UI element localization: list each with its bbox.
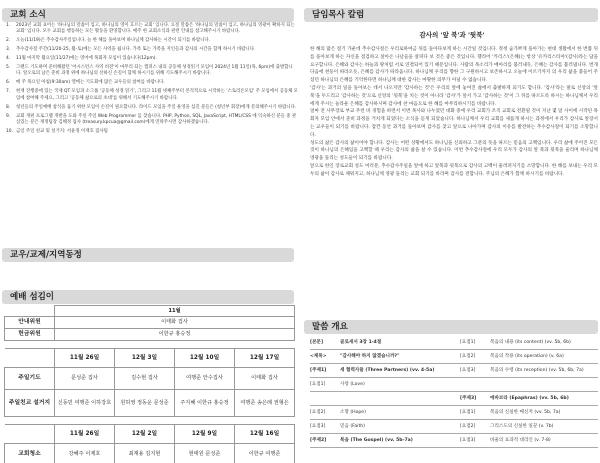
outline-divider (310, 349, 598, 350)
announce-value: 이태화 집사 (55, 317, 295, 329)
news-text: 금일 주일 친교 및 설거지: 서윤정 이재호 집사팀 (16, 128, 108, 134)
news-item (6, 89, 298, 101)
news-text: 청년들의 주일예배 참석을 돕기 위한 모임이 손길이 필요합니다. 라이드 모임을 주일 운영을 섬길 분들은 (청년부 회장)에게 문의해주시기 바랍니다. (16, 104, 297, 110)
news-item (6, 38, 298, 44)
outline-divider (310, 419, 598, 420)
news-number: 6. (6, 80, 11, 86)
outline-b: 복음 (The Gospel) (vv. 5b-7a) (340, 438, 413, 443)
news-text: 교회 개편 프로그램 개발을 도와 주실 주일 Web Programmer 를 찾습니다. PHP, Python, SQL, JavaScript, HTML/CSS 에 익숙하신 분들 중 관심있는 분은 재정팀장 김해정 집사 (treasury.kpcua@gmail.com)에게 연락주시면 감사하겠습니다. (16, 113, 297, 125)
fellowship-cell: 신동민 여행준 이하강호 (55, 390, 115, 417)
sermon-paragraph: '감사'는 과거의 일을 돌아보는 데서 나오지만 '감사하는 것'은 우리의 앞에 놓여진 삶에서 출발하게 되기도 합니다. '감사'라는 말로 신앙의 '앞 북'을 두드리고 '감사하는 것'으로 신앙의 '뒷북'을 치는 것이 아니라 '감사'가 앞서 가고 '감사하는 것'이 그 뒤를 따르도록 하시는 하나님께서 우리에게 주시는 놀라운 은혜를 감사하시며 감사에 찬 마음으로 한 해를 마무리하시기를 바랍니다. (310, 85, 598, 107)
news-number: 4. (6, 56, 11, 62)
news-number: 9. (6, 113, 11, 119)
outline-a: [주제2] (310, 438, 327, 443)
outline-a: [요점1] (310, 382, 326, 387)
news-text: 그랜드 기도하며 준비해왔던 '어시스턴스 사역 비전'이 마무리 되는 캠퍼스 내의 공동체 성경읽기 모임이 2024년 1월 11일(목, 6pm)에 출발합니다. 알오로의 남은 준비 과정 위에 하나님의 선하신 손길이 함께 하시기를 위해 기도해주시기 바랍니다. (16, 65, 293, 77)
news-number: 1. (6, 23, 11, 28)
outline-a: [요점3] (310, 424, 326, 429)
outline-c: [요점1] (460, 340, 476, 345)
date-cell: 12월 10일 (175, 349, 235, 368)
outline-divider (310, 433, 598, 434)
prayer-cell: 여행준 안수집사 (175, 368, 235, 390)
prayer-cell: 문성준 집사 (55, 368, 115, 390)
outline-d: 복음의 내용 (its content) (vv. 5b, 6b) (490, 340, 571, 345)
news-item (6, 105, 298, 111)
sermon-paragraph: 얼마 전 사무장로 부교 주련 바 경험을 하면서 이번 목사와 나누었던 대화 중에 우리 교회가 조직 교회로 전환될 것이 지난 몇 달 사이에 시작된 목회자 모임 안에서 준비 과정을 거치게 되었다는 소식을 듣게 되었습니다. 하나님께서 우리 교회를 새롭게 하시는 과정에서 우리가 감사로 앞장서는 교우들이 되기를 바랍니다. 잠깐 동안 과거를 돌아보며 감사를 찾고 앞으로 나아가며 감사의 이유를 발견하는 추수감사절이 되기를 소망합니다. (310, 109, 598, 138)
outline-b: 믿음 (Faith) (340, 424, 365, 429)
news-item (6, 65, 298, 77)
service-table (4, 305, 295, 463)
outline-b: 세 협력자들 (Three Partners) (vv. 4-5a) (340, 368, 435, 373)
sermon-title: 감사의 '앞 북'과 '뒷북' (419, 31, 485, 39)
date-cell: 12월 16일 (235, 425, 295, 444)
date-cell: 12월 17일 (235, 349, 295, 368)
outline-d: 복음의 수령 (its reception) (vv. 5b, 6b, 7a) (490, 368, 584, 373)
prayer-label: 주일기도 (5, 368, 55, 390)
outline-header: 말씀 개요 (304, 320, 598, 334)
outline-d: 에바브라 (Epaphras) (vv. 5b, 6b) (490, 396, 569, 401)
fellowship-cell: 주지혜 이한규 홍승정 (175, 390, 235, 417)
outline-row (310, 436, 598, 446)
news-text: 현재 진행중에 있는 국제 QT 모임과 소그룹 '공동체 성경 읽기', 그리고 11월 넷째주부터 본격적으로 시작하는 '스토리온모임' 주 모임에서 공동체 모임에 참여해 주세요, 그리고 '공동체 삶으로의 초대'를 위해서 기도해주시기 바랍니다. (16, 89, 298, 101)
outline-d: 그리스도의 신실한 일꾼 (v. 7b) (490, 424, 554, 429)
outline-divider (310, 391, 598, 392)
news-text: 추수감사절 주간(11/20-25, 월-토)에는 모든 사역을 쉽니다. 가족 또는 가족을 지인들과 감사의 시간을 함께 하시기 바랍니다. (16, 47, 256, 53)
outline-b: 사랑 (Love) (340, 382, 365, 387)
outline-row (310, 380, 598, 390)
community-header: 교우/교제/지역동정 (2, 248, 294, 262)
outline-d: 바울의 표과적 대리인 (v. 7-8) (490, 438, 551, 443)
outline-d: 복음의 신실한 메신저 (vv. 5b, 7a) (490, 410, 561, 415)
news-item (6, 80, 298, 86)
news-number: 2. (6, 38, 11, 44)
outline-d: 복음의 작용 (its operation) (v. 6a) (490, 354, 564, 359)
news-text: 오늘(11/19)은 추수감사주일입니다. 늘 한 해를 돌아보며 하나님께 감사하는 시간이 되기를 바랍니다. (16, 38, 211, 44)
sermon-paragraph: 성도의 삶은 감사의 삶이어야 합니다. 감사는 어떤 상황에서도 하나님을 신뢰하고 그분의 뜻을 따르는 믿음의 고백입니다. 우리 삶에 주어진 모든 것이 하나님의 은혜임을 고백할 때 우리는 감사의 삶을 살 수 있습니다. 이번 추수감사절에 우리 모두가 감사의 앞 북과 뒷북을 울리며 하나님께 영광을 돌리는 성도들이 되기를 바랍니다. (310, 140, 598, 162)
news-text: 매 주 목요일 아침(9:30am) 엘에는 기도회에 많은 교우들의 참여를 바랍니다. (16, 80, 165, 86)
cleaning-label: 교회청소 (5, 444, 55, 463)
outline-divider (310, 377, 598, 378)
news-number: 3. (6, 47, 11, 53)
outline-b: 골로새서 3장 1-4절 (340, 340, 382, 345)
outline-c: [요점3] (460, 368, 476, 373)
outline-b: 소망 (Hope) (340, 410, 366, 415)
date-cell: 11월 26일 (55, 425, 115, 444)
date-cell: 11월 26일 (55, 349, 115, 368)
outline-row (310, 394, 598, 404)
outline-a: [본문] (310, 340, 324, 345)
outline-row (310, 352, 598, 362)
cleaning-cell: 이한규 여행준 (235, 444, 295, 463)
news-number: 8. (6, 104, 11, 110)
news-item (6, 47, 298, 53)
news-item (6, 114, 298, 126)
news-item (6, 129, 298, 135)
announce-label: 안내위원 (5, 317, 55, 329)
outline-row (310, 338, 598, 348)
news-item (6, 23, 298, 35)
date-cell: 12월 9일 (175, 425, 235, 444)
outline-a: [주제1] (310, 368, 327, 373)
prayer-cell: 김수현 집사 (115, 368, 175, 390)
news-number: 5. (6, 65, 11, 71)
cleaning-cell: 최재용 김지현 (115, 444, 175, 463)
sermon-paragraph: 앞으로 한인 장로교회 성도 여러분, 추수감사주일을 앞에 하고 앞북과 뒷북으로 감사의 고백이 울려퍼지기를 소망합니다. 한 해를 보내는 우리 모두의 삶이 감사로 채워지고, 하나님께 영광 돌리는 교회 되기를 바라며 감사를 전합니다. 주님의 은혜가 함께 하시기를 바랍니다. (310, 163, 598, 177)
outline-c: [주제3] (460, 396, 477, 401)
sermon-body (310, 46, 598, 179)
news-number: 10. (6, 128, 13, 134)
outline-c: [요점3] (460, 438, 476, 443)
outline-divider (310, 363, 598, 364)
outline-row (310, 408, 598, 418)
outline-row (310, 422, 598, 432)
date-cell: 12월 3일 (115, 349, 175, 368)
outline-c: [요점1] (460, 410, 476, 415)
fellowship-cell: 여행준 송은례 권형은 (235, 390, 295, 417)
news-number: 7. (6, 89, 11, 95)
news-item (6, 56, 298, 62)
date-cell: 12월 2일 (115, 425, 175, 444)
offering-label: 헌금위원 (5, 329, 55, 341)
outline-divider (310, 405, 598, 406)
news-header: 교회 소식 (2, 8, 294, 22)
outline-c: [요점2] (460, 354, 476, 359)
service-header: 예배 섬김이 (2, 290, 294, 304)
outline-c: [요점2] (460, 424, 476, 429)
fellowship-cell: 원허영 정동운 문성준 (115, 390, 175, 417)
service-month: 11월 (55, 306, 295, 317)
cleaning-cell: 강혜주 이제호 (55, 444, 115, 463)
sermon-paragraph: 한 해의 많은 절기 가운데 추수감사절은 우리로하여금 뒤를 돌아다보게 하는 시간일 것입니다. 정정 숨가쁘게 돌아가는 현대 생활에서 한 번쯤 뒤를 돌아보게 하는 자신을 점검하고 살아온 나날들을 살펴다 보 것은 좋은 것입니다. 헬라어 '카리스'(은혜)는 항상 '유카리스티아'(감사)라는 답을 요구합니다. 은혜와 감사는 하늘과 땅처럼 서로 연결되어 있기 때문입니다. 사람의 목소리가 메아리를 불러내듯, 은혜는 감사를 불러냅니다. 번개 다음에 천둥이 따라오듯, 은혜를 감사가 따라옵니다. 하나님께 우리를 향한 그 구원하시고 보존하시고 오늘에 이르기까지 의 우리 삶을 붙들어 주셨던 하나님의 은혜를 기억한다면 하나님께 대한 감사는 마땅한 의무가 아닐 수 없습니다. (310, 47, 598, 84)
outline-b: "감사해야 하지 않겠습니까?" (340, 354, 400, 359)
news-text: 2023년 교회 표어는 '하나님의 말씀이 입고, 하나님의 영이 흐르는 교회' 입니다. 요절 말씀은 '하나님의 말씀이 입고, 하나님의 영광이 확하지 되는 교회' 입니다. 모두 교회를 행동하는 모든 활동을 환영합니다. 매주 한 교회소식과 관련 안내를 참고해주시기 바랍니다. (16, 23, 295, 35)
outline-a: <제목> (310, 354, 327, 359)
news-list (6, 23, 298, 138)
outline-divider (310, 447, 598, 448)
outline-a: [요점2] (310, 410, 326, 415)
fellowship-label: 주일친교 설거지 (5, 390, 55, 417)
cleaning-cell: 현태원 문성준 (175, 444, 235, 463)
column-header: 담임목사 칼럼 (304, 8, 598, 22)
outline-row (310, 366, 598, 376)
offering-value: 이한규 홍승정 (55, 329, 295, 341)
prayer-cell: 이태화 집사 (235, 368, 295, 390)
news-text: 11월 마지막 월요일(11/27)에는 영어에 목회자 모임이 있습니다(12pm). (16, 56, 157, 62)
